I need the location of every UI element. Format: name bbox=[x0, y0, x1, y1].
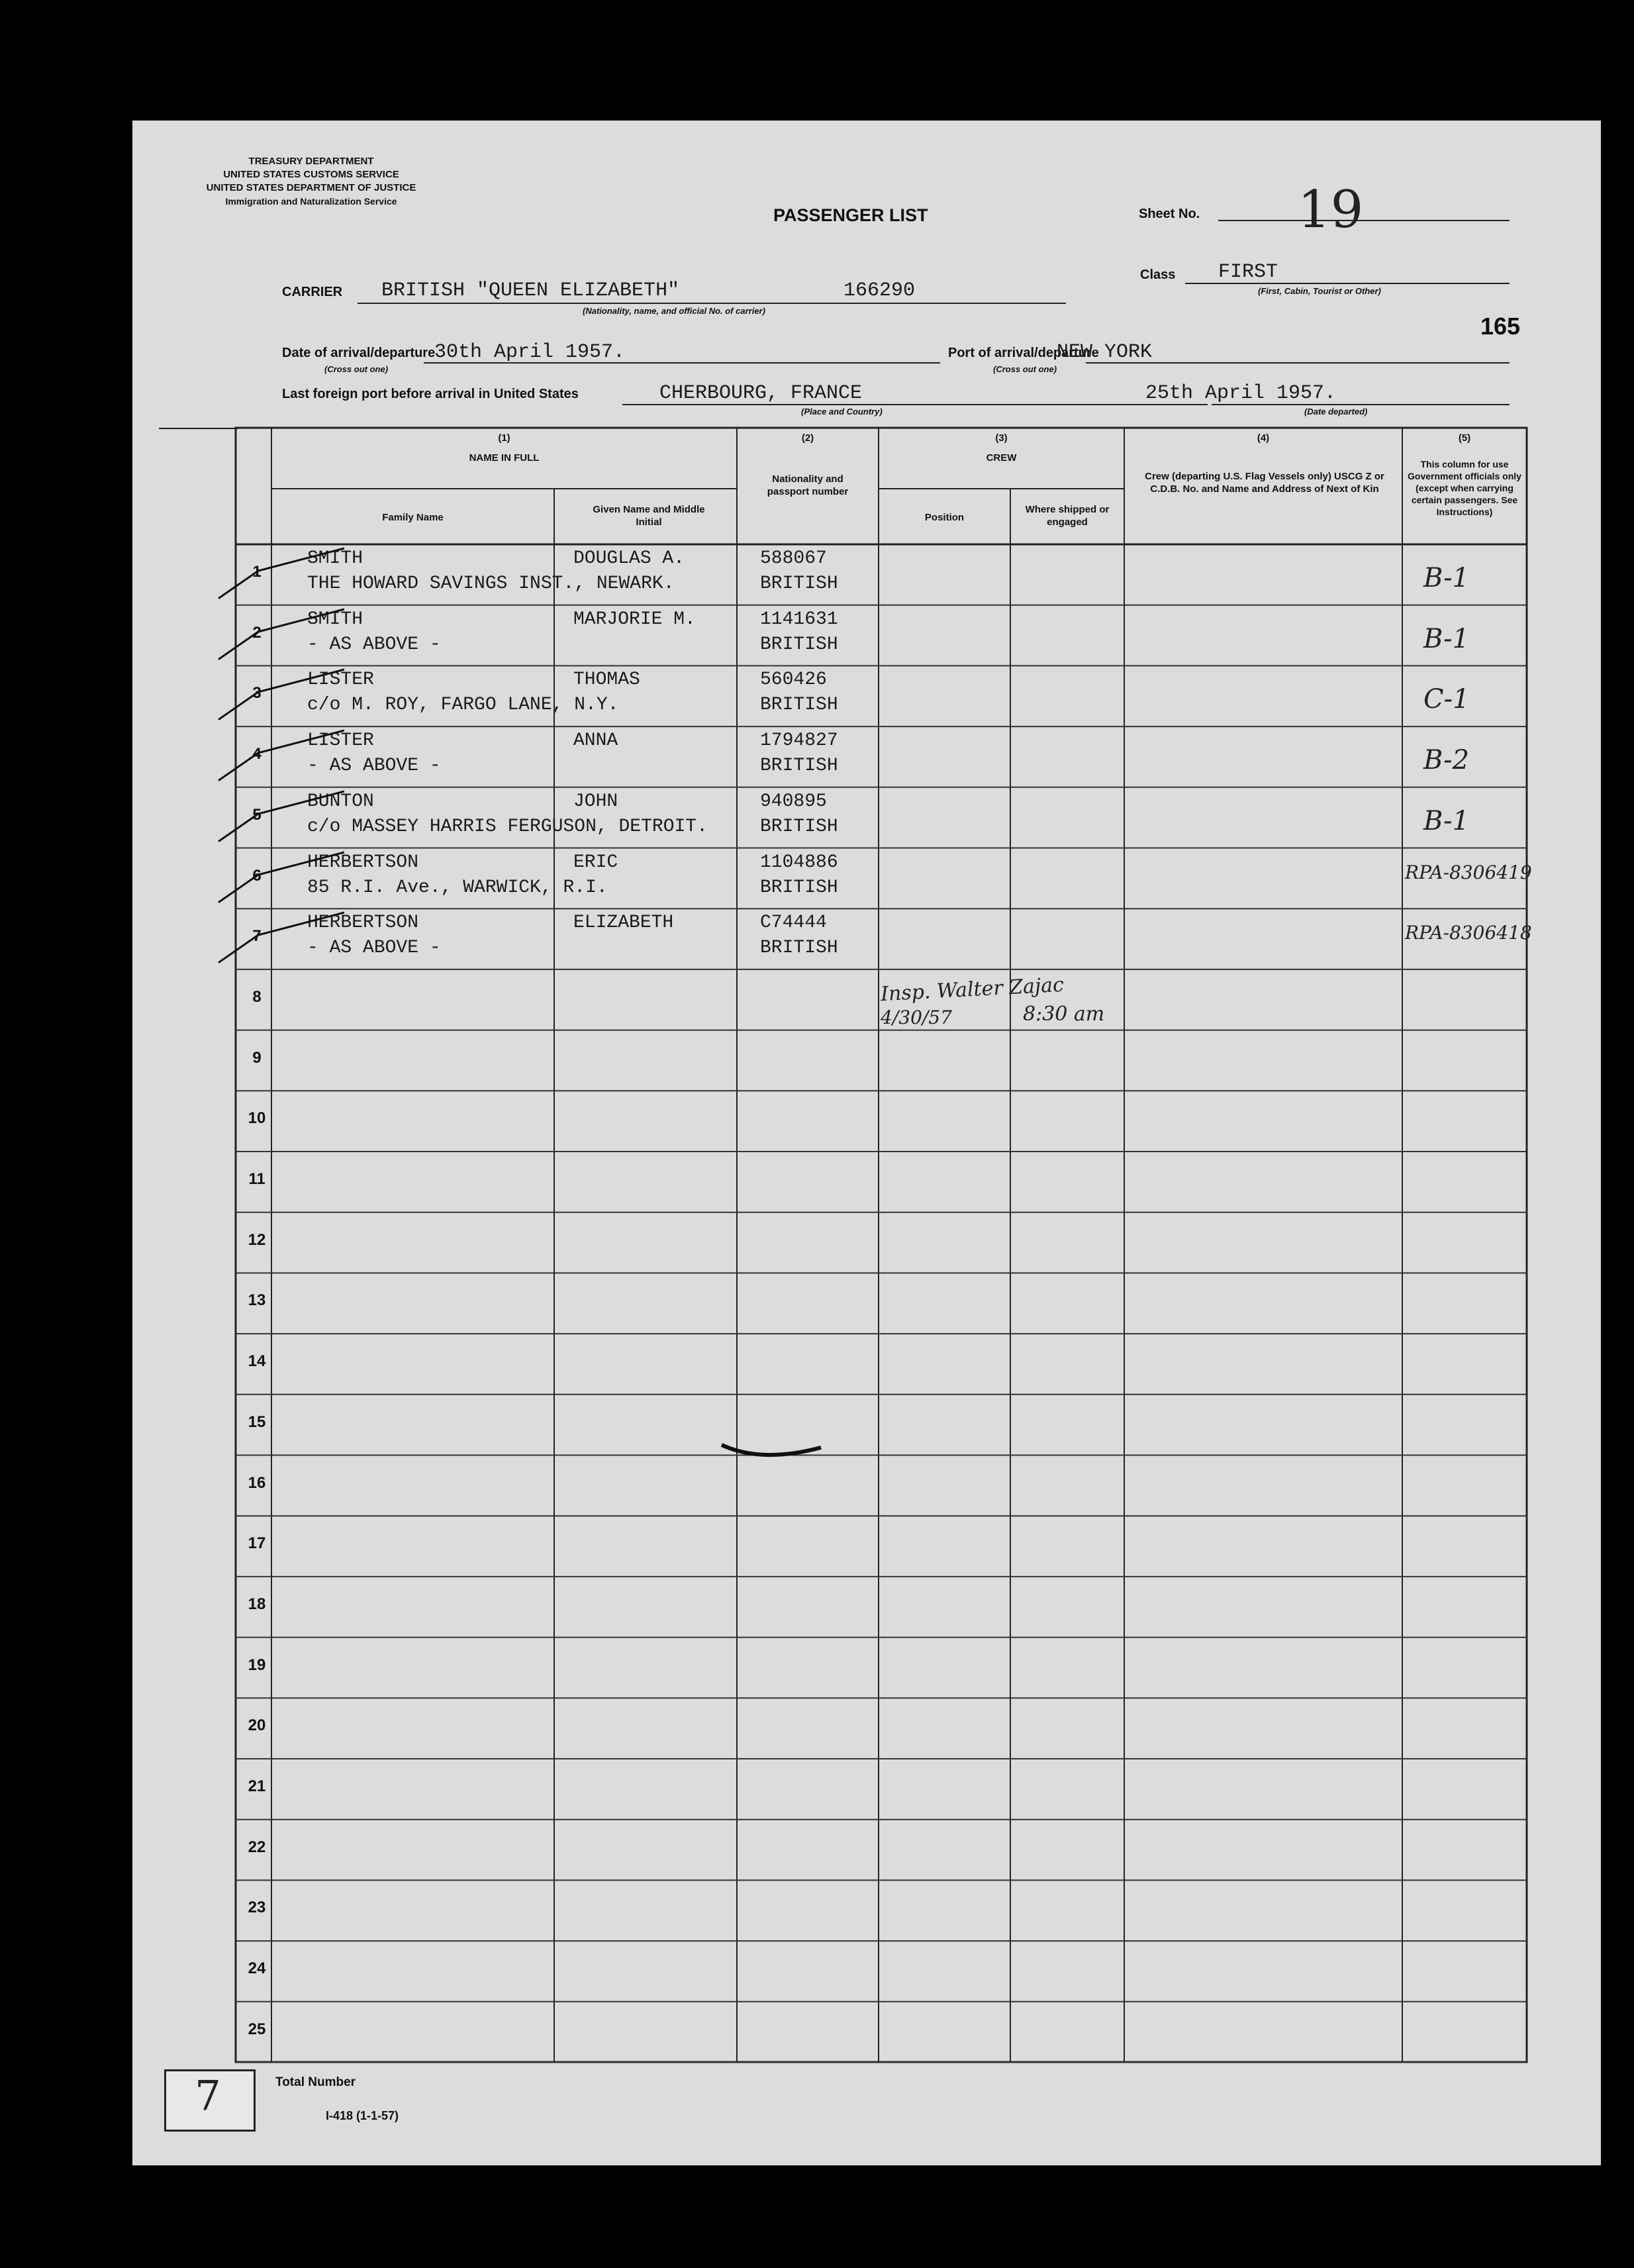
carrier-caption: (Nationality, name, and official No. of carrier) bbox=[583, 306, 765, 316]
passport-number: 940895 bbox=[760, 791, 827, 812]
official-code: RPA-8306419 bbox=[1405, 861, 1532, 883]
family-name: LISTER bbox=[307, 669, 374, 691]
row-number: 15 bbox=[248, 1412, 266, 1431]
official-code: B-1 bbox=[1423, 805, 1470, 836]
carrier-number: 166290 bbox=[843, 279, 916, 302]
col4-num: (4) bbox=[1257, 432, 1270, 444]
col2-title: Nationality and passport number bbox=[767, 473, 849, 497]
table-row bbox=[132, 1759, 1601, 1820]
col1-num: (1) bbox=[498, 432, 510, 444]
inspection-date: 4/30/57 bbox=[881, 1007, 952, 1028]
check-mark bbox=[212, 726, 344, 787]
passport-number: 1794827 bbox=[760, 730, 838, 752]
table-row bbox=[132, 1395, 1601, 1455]
given-name: ERIC bbox=[573, 852, 618, 873]
table-row bbox=[132, 848, 1601, 909]
col5-title: This column for use Government officials only (except when carrying certain passengers. See Instructions) bbox=[1408, 459, 1521, 517]
address: c/o MASSEY HARRIS FERGUSON, DETROIT. bbox=[307, 816, 708, 837]
address: - AS ABOVE - bbox=[307, 938, 441, 959]
col-given-name: Given Name and Middle Initial bbox=[593, 504, 705, 528]
given-name: THOMAS bbox=[573, 669, 640, 691]
row-number: 13 bbox=[248, 1291, 266, 1310]
date-caption: (Cross out one) bbox=[324, 364, 389, 374]
check-mark bbox=[212, 544, 344, 605]
departed-value: 25th April 1957. bbox=[1145, 382, 1337, 405]
table-row bbox=[132, 1030, 1601, 1091]
row-number: 21 bbox=[248, 1777, 266, 1795]
class-value: FIRST bbox=[1218, 261, 1278, 283]
address: c/o M. ROY, FARGO LANE, N.Y. bbox=[307, 695, 619, 716]
class-caption: (First, Cabin, Tourist or Other) bbox=[1258, 286, 1381, 296]
row-number: 5 bbox=[252, 805, 262, 824]
agency-line: UNITED STATES CUSTOMS SERVICE bbox=[223, 169, 399, 180]
port-label: Port of arrival/departure bbox=[948, 346, 1099, 360]
row-number: 14 bbox=[248, 1352, 266, 1371]
nationality: BRITISH bbox=[760, 695, 838, 716]
given-name: ELIZABETH bbox=[573, 912, 674, 934]
col4-title: Crew (departing U.S. Flag Vessels only) USCG Z or C.D.B. No. and Name and Address of Next of Kin bbox=[1145, 471, 1384, 495]
row-number: 9 bbox=[252, 1048, 262, 1067]
table-row bbox=[132, 1577, 1601, 1638]
passport-number: C74444 bbox=[760, 912, 827, 934]
row-number: 2 bbox=[252, 623, 262, 642]
class-label: Class bbox=[1140, 268, 1176, 282]
row-number: 23 bbox=[248, 1898, 266, 1917]
col-position: Position bbox=[924, 512, 965, 523]
family-name: LISTER bbox=[307, 730, 374, 752]
nationality: BRITISH bbox=[760, 634, 838, 655]
left-rule bbox=[159, 428, 238, 429]
col1-title: NAME IN FULL bbox=[469, 452, 540, 464]
official-code: C-1 bbox=[1423, 684, 1470, 715]
row-number: 12 bbox=[248, 1230, 266, 1249]
port-value: NEW YORK bbox=[1057, 341, 1153, 364]
port-caption: (Cross out one) bbox=[993, 364, 1057, 374]
stamp-number: 165 bbox=[1480, 313, 1521, 340]
date-label: Date of arrival/departure bbox=[282, 346, 436, 360]
ink-mark bbox=[715, 1438, 847, 1465]
row-number: 10 bbox=[248, 1109, 266, 1128]
row-number: 7 bbox=[252, 927, 262, 946]
row-number: 1 bbox=[252, 563, 262, 581]
table-row bbox=[132, 544, 1601, 605]
col3-num: (3) bbox=[995, 432, 1008, 444]
address: 85 R.I. Ave., WARWICK, R.I. bbox=[307, 877, 608, 898]
form-number: I-418 (1-1-57) bbox=[326, 2109, 399, 2122]
last-port-label: Last foreign port before arrival in United States bbox=[282, 387, 579, 401]
family-name: BUNTON bbox=[307, 791, 374, 812]
row-number: 3 bbox=[252, 684, 262, 703]
check-mark bbox=[212, 666, 344, 726]
given-name: DOUGLAS A. bbox=[573, 548, 685, 569]
col-family-name: Family Name bbox=[382, 512, 444, 523]
given-name: JOHN bbox=[573, 791, 618, 812]
row-number: 8 bbox=[252, 987, 262, 1006]
inspection-note: Insp. Walter Zajac bbox=[880, 973, 1065, 1007]
family-name: SMITH bbox=[307, 548, 363, 569]
address: THE HOWARD SAVINGS INST., NEWARK. bbox=[307, 573, 675, 594]
passport-number: 1104886 bbox=[760, 852, 838, 873]
carrier-value: BRITISH "QUEEN ELIZABETH" bbox=[381, 279, 680, 302]
sheet-number: 19 bbox=[1298, 180, 1364, 240]
address: - AS ABOVE - bbox=[307, 756, 441, 777]
given-name: MARJORIE M. bbox=[573, 609, 696, 630]
last-port-value: CHERBOURG, FRANCE bbox=[659, 382, 863, 405]
sheet-label: Sheet No. bbox=[1139, 207, 1200, 221]
total-label: Total Number bbox=[275, 2075, 356, 2089]
row-number: 18 bbox=[248, 1595, 266, 1613]
nationality: BRITISH bbox=[760, 816, 838, 837]
official-code: B-2 bbox=[1423, 745, 1470, 776]
family-name: HERBERTSON bbox=[307, 852, 419, 873]
table-row bbox=[132, 666, 1601, 726]
table-row bbox=[132, 1880, 1601, 1941]
row-number: 4 bbox=[252, 745, 262, 764]
passport-number: 588067 bbox=[760, 548, 827, 569]
table-row bbox=[132, 1698, 1601, 1759]
table-row bbox=[132, 1516, 1601, 1577]
table-row bbox=[132, 1638, 1601, 1699]
address: - AS ABOVE - bbox=[307, 634, 441, 655]
table-row bbox=[132, 1212, 1601, 1273]
page-title: PASSENGER LIST bbox=[773, 205, 928, 225]
nationality: BRITISH bbox=[760, 877, 838, 898]
table-row bbox=[132, 2002, 1601, 2063]
family-name: HERBERTSON bbox=[307, 912, 419, 934]
table-row bbox=[132, 969, 1601, 1030]
table-row bbox=[132, 1455, 1601, 1516]
nationality: BRITISH bbox=[760, 573, 838, 594]
passenger-list-sheet bbox=[132, 121, 1601, 2165]
passport-number: 1141631 bbox=[760, 609, 838, 630]
table-row bbox=[132, 1091, 1601, 1152]
check-mark bbox=[212, 848, 344, 909]
departed-caption: (Date departed) bbox=[1304, 407, 1368, 417]
row-number: 25 bbox=[248, 2020, 266, 2038]
row-number: 19 bbox=[248, 1655, 266, 1674]
check-mark bbox=[212, 605, 344, 666]
table-row bbox=[132, 1334, 1601, 1395]
col-where-shipped: Where shipped or engaged bbox=[1025, 504, 1110, 528]
table-row bbox=[132, 1820, 1601, 1881]
row-number: 20 bbox=[248, 1716, 266, 1735]
table-row bbox=[132, 1941, 1601, 2002]
official-code: B-1 bbox=[1423, 623, 1470, 654]
agency-line: Immigration and Naturalization Service bbox=[225, 196, 397, 207]
table-row bbox=[132, 787, 1601, 848]
check-mark bbox=[212, 909, 344, 969]
table-row bbox=[132, 909, 1601, 969]
agency-line: TREASURY DEPARTMENT bbox=[248, 156, 374, 167]
check-mark bbox=[212, 787, 344, 848]
last-port-caption: (Place and Country) bbox=[801, 407, 883, 417]
table-row bbox=[132, 605, 1601, 666]
inspection-time: 8:30 am bbox=[1023, 1003, 1105, 1026]
row-number: 11 bbox=[248, 1170, 265, 1188]
table-row bbox=[132, 1152, 1601, 1212]
table-row bbox=[132, 1273, 1601, 1334]
col2-num: (2) bbox=[801, 432, 814, 444]
agency-line: UNITED STATES DEPARTMENT OF JUSTICE bbox=[206, 182, 416, 193]
col5-num: (5) bbox=[1458, 432, 1471, 444]
row-number: 16 bbox=[248, 1473, 266, 1492]
row-number: 17 bbox=[248, 1534, 266, 1553]
nationality: BRITISH bbox=[760, 756, 838, 777]
nationality: BRITISH bbox=[760, 938, 838, 959]
official-code: RPA-8306418 bbox=[1405, 922, 1532, 944]
family-name: SMITH bbox=[307, 609, 363, 630]
col3-title: CREW bbox=[986, 452, 1017, 464]
row-number: 24 bbox=[248, 1959, 266, 1978]
date-value: 30th April 1957. bbox=[434, 341, 626, 364]
row-number: 6 bbox=[252, 866, 262, 885]
given-name: ANNA bbox=[573, 730, 618, 752]
total-value: 7 bbox=[195, 2071, 221, 2120]
passport-number: 560426 bbox=[760, 669, 827, 691]
official-code: B-1 bbox=[1423, 563, 1470, 593]
table-row bbox=[132, 726, 1601, 787]
row-number: 22 bbox=[248, 1838, 266, 1856]
carrier-label: CARRIER bbox=[282, 285, 343, 299]
